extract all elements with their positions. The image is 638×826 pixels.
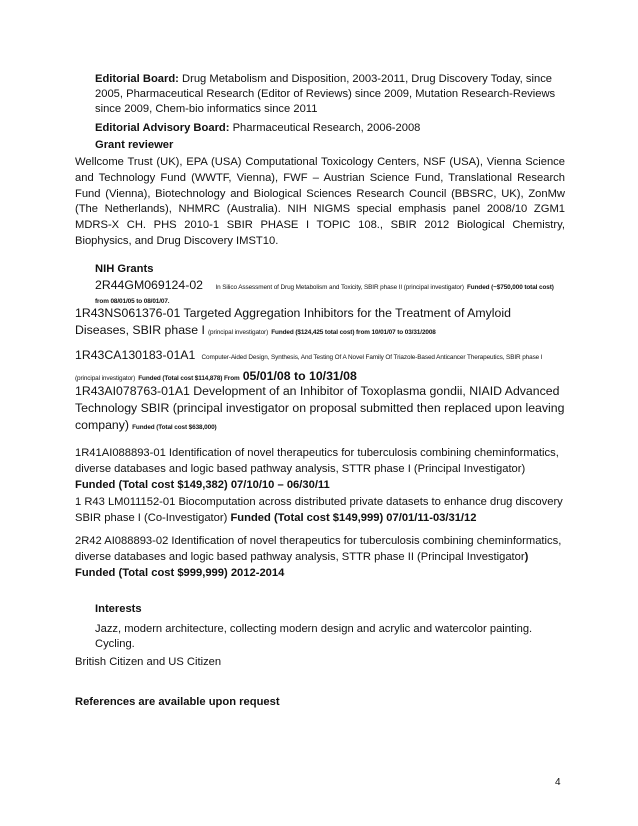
editorial-board-label: Editorial Board:	[95, 73, 179, 85]
nih-grant-4	[75, 383, 565, 436]
grant-3-dates: 05/01/08 to 10/31/08	[242, 369, 357, 383]
grant-reviewer-heading-text: Grant reviewer	[95, 139, 174, 151]
nih-grant-5	[75, 445, 565, 493]
grant-2-funded: Funded ($124,425 total cost) from 10/01/07 to 03/31/2008	[271, 329, 436, 336]
interests-heading-text: Interests	[95, 603, 142, 615]
nih-grant-6	[75, 494, 565, 526]
grant-3-id: 1R43CA130183-01A1	[75, 348, 196, 362]
citizenship: British Citizen and US Citizen	[75, 656, 222, 668]
page-number: 4	[555, 777, 561, 788]
grant-6-text: 1 R43 LM011152-01 Biocomputation across distributed private datasets to enhance drug discovery SBIR phase I (Co-Investigator)	[75, 496, 563, 524]
grant-2-role: (principal investigator)	[207, 329, 269, 336]
nih-grant-7	[75, 533, 565, 581]
grant-5-funded: Funded (Total cost $149,382) 07/10/10 – 06/30/11	[75, 479, 330, 491]
grant-reviewer-heading	[95, 138, 565, 153]
grant-5-text: 1R41AI088893-01 Identification of novel therapeutics for tuberculosis combining cheminformatics, diverse databases and logic based pathway analysis, STTR phase I (Principal Investigator)	[75, 447, 559, 475]
nih-grants-heading	[95, 262, 565, 277]
grant-3-funded: Funded (Total cost $114,878) From	[138, 375, 240, 382]
references-note-text: References are available upon request	[75, 696, 280, 708]
grant-1-id: 2R44GM069124-02	[95, 278, 204, 292]
grant-3-desc: Computer-Aided Design, Synthesis, And Testing Of A Novel Family Of Triazole-Based Anticancer Therapeutics, SBIR phase I (principal investigator)	[75, 354, 543, 382]
interests-heading	[95, 602, 565, 617]
nih-grant-2	[75, 305, 565, 341]
references-note	[75, 695, 565, 710]
interests-text: Jazz, modern architecture, collecting modern design and acrylic and watercolor painting. Cycling.	[95, 623, 533, 650]
nih-grant-1	[95, 279, 567, 308]
editorial-advisory-board	[95, 121, 565, 136]
grant-6-funded: Funded (Total cost $149,999) 07/01/11-03/31/12	[230, 512, 477, 524]
grant-1-desc: In Silico Assessment of Drug Metabolism and Toxicity, SBIR phase II (principal investigator)	[215, 284, 464, 291]
editorial-advisory-label: Editorial Advisory Board:	[95, 122, 230, 134]
grant-4-funded: Funded (Total cost $638,000)	[132, 424, 217, 431]
grant-4-title: 1R43AI078763-01A1 Development of an Inhibitor of Toxoplasma gondii, NIAID Advanced Technology SBIR (principal investigator on proposal submitted then replaced upon leaving company)	[75, 384, 565, 432]
editorial-board-text: Drug Metabolism and Disposition, 2003-2011, Drug Discovery Today, since 2005, Pharmaceutical Research (Editor of Reviews) since 2009, Mutation Research-Reviews since 2009, Chem-bio informatics since 2011	[95, 73, 556, 115]
nih-grant-3	[75, 346, 565, 388]
grant-reviewer-text: Wellcome Trust (UK), EPA (USA) Computational Toxicology Centers, NSF (USA), Vienna Science and Technology Fund (WWTF, Vienna), FWF – Austrian Science Fund, Translational Research Fund (Vienna), Biotechnology and Biological Sciences Research Council (BBSRC, UK), ZonMw (The Netherlands), NHMRC (Australia). NIH NIGMS special emphasis panel 2008/10 ZGM1 MDRS-X CH. PHS 2010-1 SBIR PHASE I TOPIC 108., SBIR 2012 Biological Chemistry, Biophysics, and Drug Discovery IMST10.	[75, 156, 565, 247]
nih-grants-heading-text: NIH Grants	[95, 263, 154, 275]
editorial-advisory-text: Pharmaceutical Research, 2006-2008	[229, 122, 421, 134]
grant-1-funded: Funded (~$750,000 total cost) from 08/01/05 to 08/01/07.	[95, 284, 554, 305]
grant-2-title: 1R43NS061376-01 Targeted Aggregation Inhibitors for the Treatment of Amyloid Diseases, SBIR phase I	[75, 306, 511, 337]
grant-7-funded: ) Funded (Total cost $999,999) 2012-2014	[75, 551, 529, 579]
grant-7-text: 2R42 AI088893-02 Identification of novel therapeutics for tuberculosis combining cheminformatics, diverse databases and logic based pathway analysis, STTR phase II (Principal Investigator	[75, 535, 562, 563]
editorial-board	[95, 72, 565, 117]
